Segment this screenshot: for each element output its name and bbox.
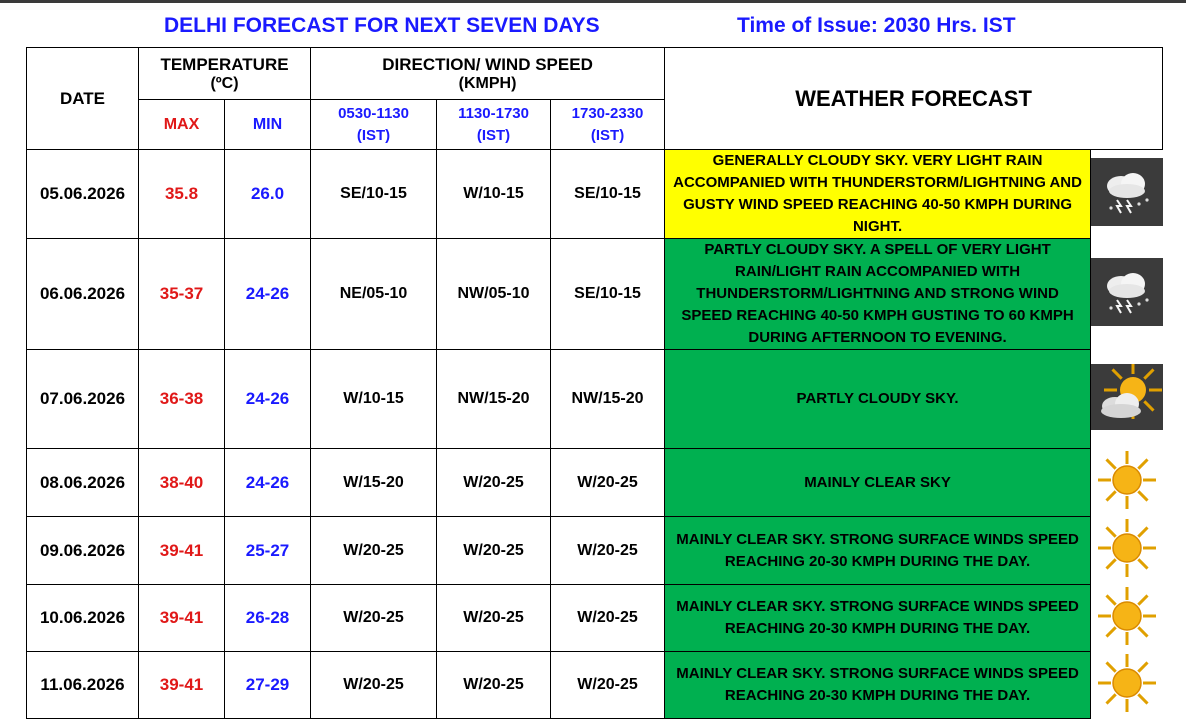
- forecast-cell: MAINLY CLEAR SKY. STRONG SURFACE WINDS SPEED REACHING 20-30 KMPH DURING THE DAY.: [665, 585, 1091, 652]
- sun-icon: [1094, 449, 1160, 511]
- max-temp-cell: 35.8: [139, 150, 225, 239]
- weather-icon-cell: [1091, 150, 1163, 239]
- slot2-header: [437, 100, 551, 150]
- forecast-cell: MAINLY CLEAR SKY. STRONG SURFACE WINDS SPEED REACHING 20-30 KMPH DURING THE DAY.: [665, 517, 1091, 585]
- min-temp-cell: 26.0: [225, 150, 311, 239]
- date-header: DATE: [27, 48, 139, 150]
- temperature-label: TEMPERATURE: [160, 54, 289, 74]
- table-row: [27, 239, 1163, 350]
- weather-icon-cell: [1091, 239, 1163, 350]
- forecast-cell: PARTLY CLOUDY SKY.: [665, 350, 1091, 449]
- min-temp-cell: 27-29: [225, 652, 311, 719]
- wind-slot2-cell: W/20-25: [437, 652, 551, 719]
- slot2-time: 1130-1730: [458, 104, 529, 122]
- wind-slot3-cell: SE/10-15: [551, 239, 665, 350]
- min-temp-cell: 26-28: [225, 585, 311, 652]
- issue-time: Time of Issue: 2030 Hrs. IST: [737, 14, 1016, 37]
- max-temp-cell: 39-41: [139, 517, 225, 585]
- weather-icon-cell: [1091, 585, 1163, 652]
- min-temp-cell: 24-26: [225, 350, 311, 449]
- forecast-cell: MAINLY CLEAR SKY: [665, 449, 1091, 517]
- slot3-header: [551, 100, 665, 150]
- forecast-table: [26, 47, 1163, 719]
- max-temp-cell: 38-40: [139, 449, 225, 517]
- slot2-tz: (IST): [476, 126, 511, 144]
- max-header: MAX: [139, 100, 225, 150]
- table-row: [27, 150, 1163, 239]
- wind-slot2-cell: W/10-15: [437, 150, 551, 239]
- wind-header: [311, 48, 665, 100]
- table-row: [27, 585, 1163, 652]
- wind-slot1-cell: SE/10-15: [311, 150, 437, 239]
- date-cell: 07.06.2026: [27, 350, 139, 449]
- temperature-header: [139, 48, 311, 100]
- wind-slot1-cell: W/10-15: [311, 350, 437, 449]
- forecast-cell: GENERALLY CLOUDY SKY. VERY LIGHT RAIN ACCOMPANIED WITH THUNDERSTORM/LIGHTNING AND GUSTY WIND SPEED REACHING 40-50 KMPH DURING NIGHT.: [665, 150, 1091, 239]
- wind-slot2-cell: W/20-25: [437, 585, 551, 652]
- wind-slot3-cell: W/20-25: [551, 652, 665, 719]
- weather-icon-cell: [1091, 652, 1163, 719]
- slot3-time: 1730-2330: [571, 104, 644, 122]
- thunderstorm-icon: [1091, 158, 1163, 226]
- temperature-unit: (ºC): [210, 74, 239, 92]
- wind-slot3-cell: W/20-25: [551, 585, 665, 652]
- wind-slot2-cell: NW/15-20: [437, 350, 551, 449]
- wind-slot3-cell: W/20-25: [551, 517, 665, 585]
- sun-icon: [1094, 585, 1160, 647]
- forecast-rows: [27, 150, 1163, 719]
- date-cell: 06.06.2026: [27, 239, 139, 350]
- header-row-1: [27, 48, 1163, 100]
- slot1-tz: (IST): [356, 126, 391, 144]
- wind-slot1-cell: W/20-25: [311, 652, 437, 719]
- slot1-header: [311, 100, 437, 150]
- date-cell: 08.06.2026: [27, 449, 139, 517]
- wind-slot1-cell: W/20-25: [311, 517, 437, 585]
- table-row: [27, 449, 1163, 517]
- table-row: [27, 517, 1163, 585]
- partly-cloudy-icon: [1091, 364, 1163, 430]
- table-row: [27, 652, 1163, 719]
- date-cell: 10.06.2026: [27, 585, 139, 652]
- weather-forecast-header: WEATHER FORECAST: [665, 48, 1163, 150]
- max-temp-cell: 35-37: [139, 239, 225, 350]
- weather-icon-cell: [1091, 350, 1163, 449]
- page-title: DELHI FORECAST FOR NEXT SEVEN DAYS: [164, 14, 600, 37]
- forecast-cell: MAINLY CLEAR SKY. STRONG SURFACE WINDS SPEED REACHING 20-30 KMPH DURING THE DAY.: [665, 652, 1091, 719]
- min-temp-cell: 24-26: [225, 449, 311, 517]
- max-temp-cell: 39-41: [139, 652, 225, 719]
- min-header: MIN: [225, 100, 311, 150]
- sun-icon: [1094, 517, 1160, 579]
- sun-icon: [1094, 652, 1160, 714]
- wind-slot1-cell: W/15-20: [311, 449, 437, 517]
- wind-unit: (KMPH): [458, 74, 517, 92]
- date-cell: 09.06.2026: [27, 517, 139, 585]
- slot1-time: 0530-1130: [338, 104, 409, 122]
- min-temp-cell: 24-26: [225, 239, 311, 350]
- slot3-tz: (IST): [590, 126, 625, 144]
- max-temp-cell: 39-41: [139, 585, 225, 652]
- wind-slot1-cell: NE/05-10: [311, 239, 437, 350]
- date-cell: 11.06.2026: [27, 652, 139, 719]
- min-temp-cell: 25-27: [225, 517, 311, 585]
- weather-icon-cell: [1091, 449, 1163, 517]
- thunderstorm-icon: [1091, 258, 1163, 326]
- wind-slot3-cell: NW/15-20: [551, 350, 665, 449]
- table-row: [27, 350, 1163, 449]
- wind-slot2-cell: NW/05-10: [437, 239, 551, 350]
- wind-label: DIRECTION/ WIND SPEED: [382, 54, 593, 74]
- wind-slot3-cell: SE/10-15: [551, 150, 665, 239]
- wind-slot1-cell: W/20-25: [311, 585, 437, 652]
- forecast-cell: PARTLY CLOUDY SKY. A SPELL OF VERY LIGHT RAIN/LIGHT RAIN ACCOMPANIED WITH THUNDERSTORM/LIGHTNING AND STRONG WIND SPEED REACHING 40-50 KMPH GUSTING TO 60 KMPH DURING AFTERNOON TO EVENING.: [665, 239, 1091, 350]
- wind-slot2-cell: W/20-25: [437, 449, 551, 517]
- wind-slot2-cell: W/20-25: [437, 517, 551, 585]
- weather-icon-cell: [1091, 517, 1163, 585]
- max-temp-cell: 36-38: [139, 350, 225, 449]
- date-cell: 05.06.2026: [27, 150, 139, 239]
- wind-slot3-cell: W/20-25: [551, 449, 665, 517]
- top-border-line: [0, 0, 1186, 3]
